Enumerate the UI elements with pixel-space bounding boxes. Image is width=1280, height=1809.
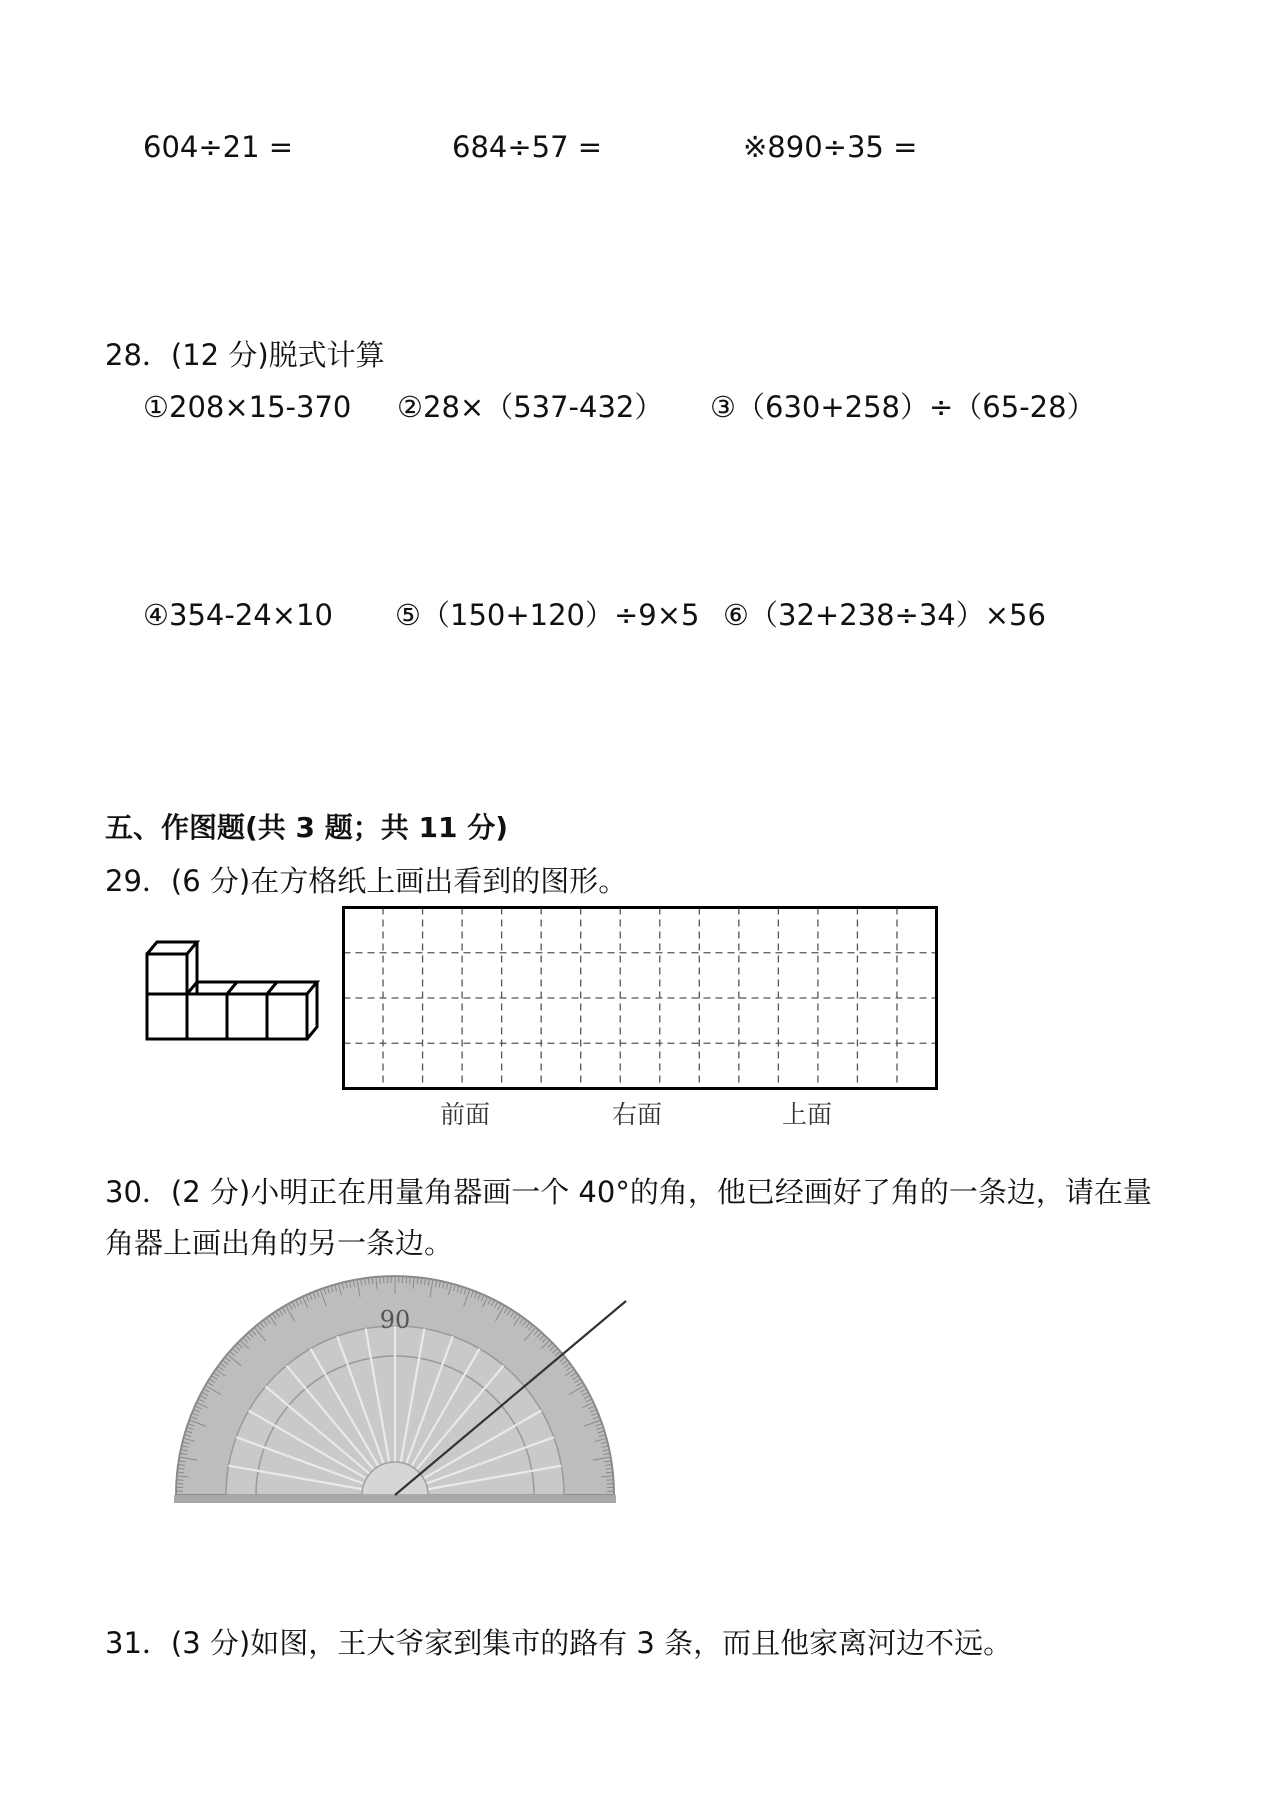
q29-title: 29．(6 分)在方格纸上画出看到的图形。 <box>105 864 628 898</box>
division-item-1: 604÷21 = <box>143 130 294 164</box>
protractor-label-90: 90 <box>379 1306 411 1334</box>
label-top: 上面 <box>782 1100 833 1129</box>
grid-paper[interactable] <box>342 906 942 1092</box>
q31-title: 31．(3 分)如图，王大爷家到集市的路有 3 条，而且他家离河边不远。 <box>105 1626 1013 1660</box>
q28-expr-6: ⑥（32+238÷34）×56 <box>723 598 1046 632</box>
protractor[interactable] <box>170 1270 640 1510</box>
label-front: 前面 <box>440 1100 491 1129</box>
division-item-2: 684÷57 = <box>452 130 603 164</box>
q30-title-line2: 角器上画出角的另一条边。 <box>105 1226 454 1260</box>
q28-expr-5: ⑤（150+120）÷9×5 <box>395 598 700 632</box>
q28-expr-2: ②28×（537-432） <box>397 390 664 424</box>
q28-expr-3: ③（630+258）÷（65-28） <box>710 390 1096 424</box>
q30-title-line1: 30．(2 分)小明正在用量角器画一个 40°的角，他已经画好了角的一条边，请在量 <box>105 1175 1152 1209</box>
division-item-3: ※890÷35 = <box>743 130 918 164</box>
q28-expr-1: ①208×15-370 <box>143 390 352 424</box>
q28-expr-4: ④354-24×10 <box>143 598 333 632</box>
section-title: 五、作图题(共 3 题；共 11 分) <box>105 811 509 844</box>
q28-title: 28．(12 分)脱式计算 <box>105 338 385 372</box>
label-right: 右面 <box>612 1100 663 1129</box>
